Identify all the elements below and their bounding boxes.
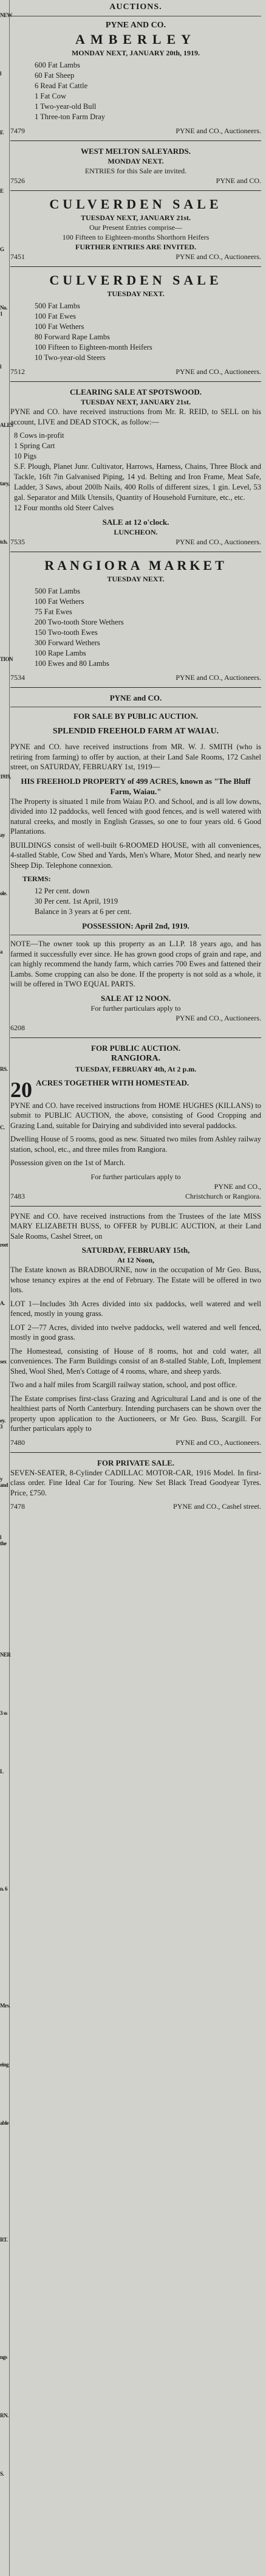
list-item: 10 Two-year-old Steers [35, 353, 106, 362]
gutter-fragment: sex [0, 1359, 7, 1365]
ad-body: PYNE and CO. have received instructions from the Trustees of the late MISS MARY ELIZABETH BUSS, to OFFER by PUBLIC AUCTION, at their Land Sale Rooms, Cashel Street, on [10, 1211, 261, 1241]
adjacent-column-fragments [0, 0, 13, 2576]
list-item: 6 Read Fat Cattle [35, 81, 88, 90]
ad-body: SEVEN-SEATER, 8-Cylinder CADILLAC MOTOR-CAR, 1916 Model. In first-class order. Fine Ideal Car for Touring. New Set Black Tread Goodyear Tyres. Price, £750. [10, 1468, 261, 1497]
stock-list [35, 60, 261, 122]
sale-date: TUESDAY NEXT, JANUARY 21st. [80, 213, 191, 222]
gutter-fragment: n. 6 [0, 1886, 8, 1892]
gutter-fragment: y and [0, 1476, 9, 1488]
entries-intro: Our Present Entries comprise— [89, 223, 182, 232]
sale-place: RANGIORA. [111, 1053, 161, 1063]
gutter-fragment: NEW [0, 12, 13, 18]
ad-footer [10, 126, 261, 136]
list-item: S.F. Plough, Planet Junr. Cultivator, Harrows, Harness, Chains, Three Block and Tackle, 16ft 7in Galvanised Piping, 14 yd. Belting and Iron Frame, Meat Safe, Ladder, 3 Saws, about 200lb Nails, 400 Rolls of different sizes, 1 gin. Level, 53 gal. Separator and Milk Utensils, Quantity of Household Furniture, etc., etc. [14, 462, 261, 502]
spotswood-ad [10, 387, 261, 547]
signature-location: Christchurch or Rangiora. [185, 1191, 261, 1200]
auctions-column [10, 1, 261, 1511]
signature: PYNE and CO., Auctioneers. [176, 1013, 261, 1022]
gutter-fragment: G [0, 246, 4, 252]
gutter-fragment: A. [0, 1300, 5, 1306]
list-item: 8 Cows in-profit [14, 431, 64, 440]
ad-body: BUILDINGS consist of well-built 6-ROOMED HOUSE, with all conveniences, 4-stalled Stable, Cow Shed and Yards, Men's Whare, Motor Shed, and nearly new Sheep Dip. Telephone connexion. [10, 840, 261, 870]
gutter-fragment: reet [0, 1242, 8, 1248]
ad-ref: 7478 [10, 1502, 25, 1511]
gutter-fragment: ay [0, 832, 5, 838]
sale-date: TUESDAY NEXT. [107, 575, 165, 583]
divider [10, 1037, 261, 1038]
signature: PYNE and CO., [214, 1182, 261, 1191]
signature: PYNE and CO., Auctioneers. [176, 538, 261, 546]
rangiora-20-acres-ad [10, 1043, 261, 1201]
list-item: 1 Fat Cow [35, 92, 67, 100]
sale-date: MONDAY NEXT, JANUARY 20th, 1919. [71, 49, 200, 57]
lot-2: LOT 2—77 Acres, divided into twelve paddocks, well watered and well fenced, mostly in good grass. [10, 1323, 261, 1342]
sale-date: SATURDAY, FEBRUARY 15th, [81, 1245, 190, 1255]
luncheon: LUNCHEON. [114, 528, 158, 536]
list-item: 1 Two-year-old Bull [35, 102, 97, 111]
further-entries: FURTHER ENTRIES ARE INVITED. [75, 243, 196, 251]
ad-footer [10, 176, 261, 185]
list-item: 75 Fat Ewes [35, 608, 72, 616]
gutter-fragment: ALES [0, 422, 13, 428]
property-name: HIS FREEHOLD PROPERTY of 499 ACRES, known as "The Bluff Farm, Waiau." [21, 776, 251, 796]
list-item: 1 Spring Cart [14, 441, 55, 450]
particulars: For further particulars apply to [90, 1003, 181, 1013]
divider [10, 140, 261, 141]
ad-title: FOR SALE BY PUBLIC AUCTION. [73, 712, 199, 721]
ad-body: PYNE and CO. have received instructions from HOME HUGHES (KILLANS) to submit to PUBLIC AUCTION, the above, consisting of Good Cropping and Grazing Land, suitable for Dairying and subdivided into several paddocks. [10, 1101, 261, 1130]
acres-heading: ACRES TOGETHER WITH HOMESTEAD. [36, 1078, 189, 1087]
list-item: 10 Pigs [14, 452, 37, 460]
ad-ref: 7480 [10, 1438, 25, 1447]
divider [10, 687, 261, 688]
ad-body: PYNE and CO. have received instructions from Mr. R. REID, to SELL on his account, LIVE and DEAD STOCK, as follow:— [10, 407, 261, 426]
gutter-fragment: F. [0, 130, 4, 136]
auctioneer: PYNE and CO. [109, 693, 162, 702]
divider [10, 381, 261, 382]
signature: PYNE and CO., Auctioneers. [176, 126, 261, 135]
gutter-fragment: a [0, 949, 2, 955]
gutter-fragment: C. [0, 1124, 5, 1130]
entries-invited: ENTRIES for this Sale are invited. [84, 167, 187, 175]
ad-title: FOR PRIVATE SALE. [97, 1458, 175, 1467]
ad-body: PYNE and CO. have received instructions from MR. W. J. SMITH (who is retiring from farming) to offer by auction, at their Land Sale Rooms, 172 Cashel street, on SATURDAY, FEBRUARY 1st, 1919— [10, 743, 261, 771]
signature: PYNE and CO., Auctioneers. [176, 673, 261, 682]
gutter-fragment: RN. [0, 2412, 9, 2418]
stock-list [14, 431, 261, 513]
list-item: 12 Per cent. down [35, 887, 90, 895]
acres-lead [10, 1078, 261, 1101]
ad-ref: 7483 [10, 1191, 25, 1200]
gutter-fragment: 1919, [0, 774, 11, 780]
sale-place: CULVERDEN SALE [49, 196, 222, 212]
amberley-ad [10, 20, 261, 136]
entries-line: 100 Fifteen to Eighteen-months Shorthorn Heifers [62, 233, 210, 241]
ad-body: The Estate known as BRADBOURNE, now in the occupation of Mr Geo. Buss, whose tenancy expires at the end of February. The Estate will be offered in two lots. [10, 1265, 261, 1294]
sale-date: TUESDAY NEXT, JANUARY 21st. [80, 398, 191, 406]
divider [10, 1206, 261, 1207]
ad-ref: 7512 [10, 367, 25, 376]
list-item: 60 Fat Sheep [35, 71, 75, 80]
list-item: 80 Forward Rape Lambs [35, 333, 110, 341]
gutter-fragment: ey. 3 [0, 1418, 5, 1430]
ad-body: Possession given on the 1st of March. [10, 1158, 126, 1167]
terms-list [35, 886, 261, 917]
gutter-fragment: ngs [0, 2354, 7, 2360]
ad-ref: 7451 [10, 252, 25, 261]
gutter-fragment: L [0, 1768, 4, 1774]
list-item: 12 Four months old Steer Calves [14, 504, 114, 512]
rangiora-market-ad [10, 557, 261, 682]
ad-subtitle: SPLENDID FREEHOLD FARM AT WAIAU. [52, 727, 219, 736]
ad-footer [10, 537, 261, 547]
possession: POSSESSION: April 2nd, 1919. [82, 921, 189, 930]
gutter-fragment: tch. [0, 539, 8, 545]
ad-footer [10, 1501, 261, 1511]
stock-list [35, 301, 261, 363]
lot-1: LOT 1—Includes 3th Acres divided into six paddocks, well watered and well fenced, mostly in young grass. [10, 1299, 261, 1318]
gutter-fragment: l [0, 71, 2, 77]
auctioneer: PYNE AND CO. [105, 21, 166, 30]
sale-time: SALE AT 12 NOON. [100, 993, 171, 1003]
waiau-farm-ad [10, 693, 261, 1033]
ad-body: Dwelling House of 5 rooms, good as new. Situated two miles from Ashley railway station, school, etc., and three miles from Rangiora. [10, 1135, 261, 1154]
acres-number: 20 [10, 1077, 32, 1102]
gutter-fragment: S. [0, 2471, 4, 2477]
ad-footer [10, 1438, 261, 1447]
sale-place: CULVERDEN SALE [49, 272, 222, 288]
page-header: AUCTIONS. [109, 2, 162, 12]
gutter-fragment: Mrs. [0, 2003, 10, 2009]
ad-ref: 7534 [10, 673, 25, 682]
signature: PYNE and CO., Auctioneers. [176, 252, 261, 261]
gutter-fragment: tary, [0, 480, 10, 486]
ad-ref: 7535 [10, 538, 25, 546]
list-item: Balance in 3 years at 6 per cent. [35, 907, 132, 916]
ad-title: CLEARING SALE AT SPOTSWOOD. [70, 387, 202, 396]
culverden-ad-2 [10, 272, 261, 376]
ad-ref: 7526 [10, 176, 25, 185]
ad-footer [10, 252, 261, 261]
list-item: 600 Fat Lambs [35, 61, 80, 69]
ad-footer [10, 1191, 261, 1201]
ad-ref: 7479 [10, 126, 25, 135]
gutter-fragment: eing [0, 2062, 9, 2068]
gutter-fragment: TION [0, 656, 13, 662]
sale-date: MONDAY NEXT. [107, 157, 164, 165]
ad-body: Two and a half miles from Scargill railway station, school, and post office. [10, 1380, 237, 1389]
gutter-fragment: RT. [0, 2237, 8, 2243]
list-item: 500 Fat Lambs [35, 302, 80, 310]
gutter-fragment: l the [0, 1534, 7, 1546]
gutter-fragment: 3 ss [0, 1710, 7, 1716]
ad-footer [10, 673, 261, 682]
particulars: For further particulars apply to [90, 1172, 181, 1181]
divider [10, 1452, 261, 1453]
ad-body: The Homestead, consisting of House of 8 rooms, hot and cold water, all conveniences. The Farm Buildings consist of an 8-stalled Stable, Loft, Implement Shed, Wool Shed, Men's Cottage of 4 rooms, whare, and sheep yards. [10, 1346, 261, 1376]
gutter-fragment: able [0, 2120, 9, 2126]
ad-body: The Estate comprises first-class Grazing and Agricultural Land and is one of the healthiest parts of North Canterbury. Intending purchasers can be shown over the property upon application to the Auctioneers, or Mr Geo. Buss, Scargill. For further particulars apply to [10, 1394, 261, 1433]
list-item: 150 Two-tooth Ewes [35, 628, 98, 637]
list-item: 200 Two-tooth Store Wethers [35, 618, 124, 626]
signature: PYNE and CO. [216, 176, 261, 185]
ad-footer [10, 367, 261, 376]
gutter-fragment: ole. [0, 890, 7, 896]
sale-place: RANGIORA MARKET [44, 558, 227, 573]
stock-list [35, 586, 261, 669]
cadillac-private-sale-ad [10, 1458, 261, 1512]
divider [10, 190, 261, 191]
list-item: 1 Three-ton Farm Dray [35, 113, 106, 121]
gutter-fragment: No. 1 [0, 305, 7, 317]
signature: PYNE and CO., Auctioneers. [176, 1438, 261, 1447]
list-item: 300 Forward Wethers [35, 639, 100, 647]
sale-time: At 12 Noon, [117, 1256, 154, 1264]
ad-body: The Property is situated 1 mile from Waiau P.O. and School, and is all low downs, divided into 12 paddocks, well fenced with good fences, and is well watered with natural creeks, and mostly in English Grasses, so one to four years old. 6 Good Plantations. [10, 797, 261, 836]
ad-ref: 6208 [10, 1023, 25, 1032]
ad-title: WEST MELTON SALEYARDS. [81, 147, 191, 156]
sale-time: SALE at 12 o'clock. [102, 518, 169, 527]
ad-note: NOTE—The owner took up this property as an L.I.P. 18 years ago, and has farmed it successfully ever since. He has grown good crops of grain and rape, and can highly recommend the handy farm, which carries 700 Ewes and fattened their Lambs. Some cropping can also be done. If the property is not sold as a whole, it will be offered in TWO EQUAL PARTS. [10, 940, 261, 988]
list-item: 30 Per cent. 1st April, 1919 [35, 897, 118, 905]
gutter-fragment: E [0, 188, 4, 194]
list-item: 100 Fat Wethers [35, 597, 84, 606]
list-item: 100 Fifteen to Eighteen-month Heifers [35, 343, 152, 351]
list-item: 100 Ewes and 80 Lambs [35, 659, 109, 668]
culverden-ad-1 [10, 196, 261, 261]
bradbourne-estate-ad [10, 1211, 261, 1447]
gutter-fragment: l [0, 364, 2, 370]
sale-date: TUESDAY, FEBRUARY 4th, At 2 p.m. [75, 1064, 197, 1073]
sale-date: TUESDAY NEXT. [107, 289, 165, 298]
gutter-fragment: RS. [0, 1066, 8, 1072]
list-item: 100 Fat Wethers [35, 322, 84, 331]
signature: PYNE and CO., Auctioneers. [176, 367, 261, 376]
divider [10, 266, 261, 267]
sale-place: AMBERLEY [75, 32, 197, 47]
terms-label: TERMS: [22, 874, 51, 883]
ad-title: FOR PUBLIC AUCTION. [91, 1043, 180, 1053]
list-item: 100 Rape Lambs [35, 649, 86, 657]
gutter-fragment: NER [0, 1652, 11, 1658]
list-item: 100 Fat Ewes [35, 312, 77, 320]
column-rule [9, 0, 10, 2576]
list-item: 500 Fat Lambs [35, 587, 80, 595]
west-melton-ad [10, 146, 261, 185]
signature: PYNE and CO., Cashel street. [173, 1502, 261, 1511]
